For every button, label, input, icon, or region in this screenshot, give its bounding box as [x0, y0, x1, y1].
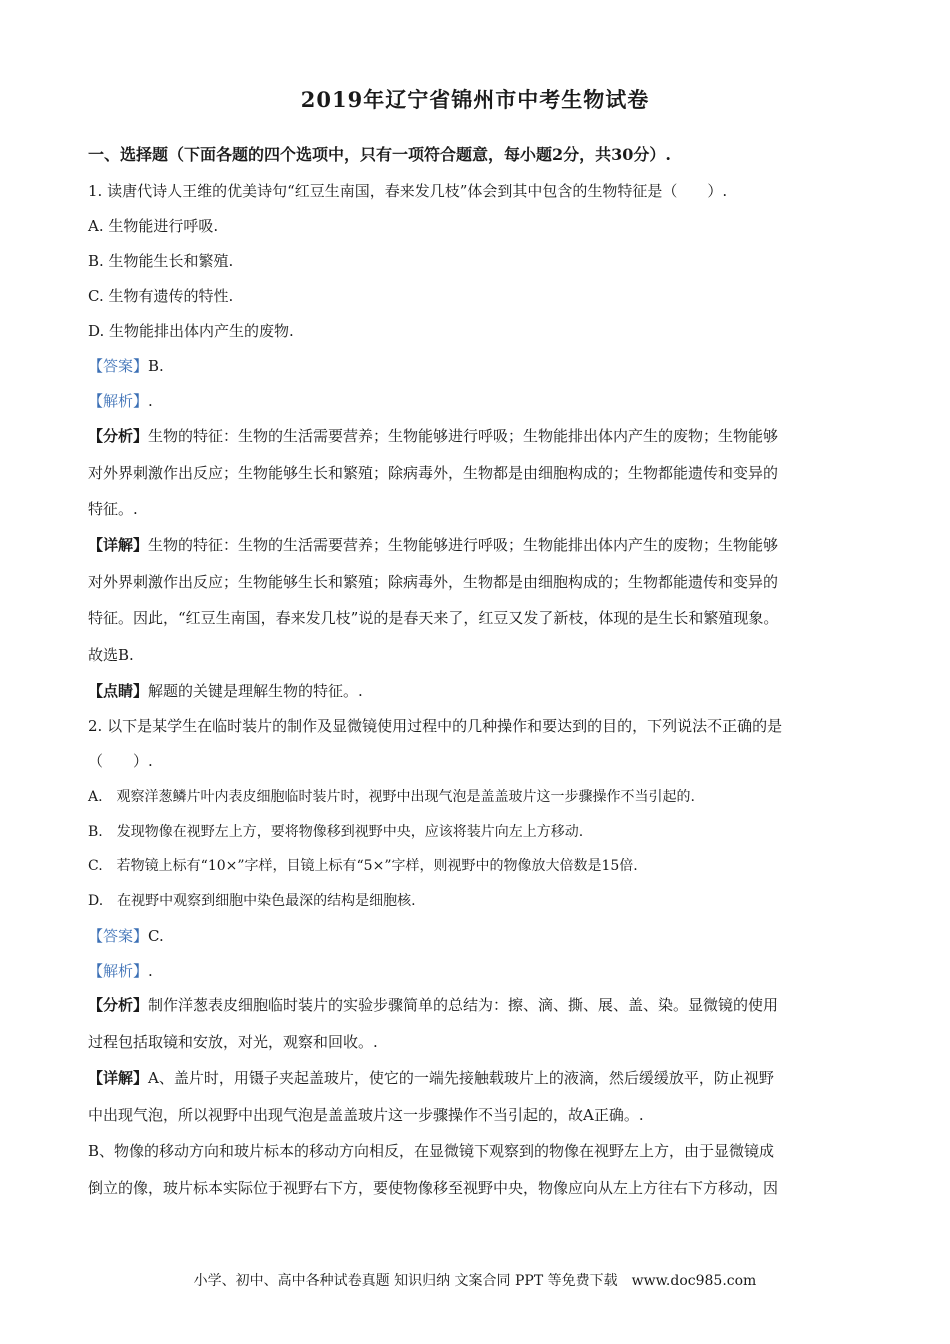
dianjing-tag: 【点睛】	[88, 682, 149, 700]
q2-analysis-heading	[88, 960, 153, 981]
q2-xiangjie-line-2: 中出现气泡，所以视野中出现气泡是盖盖玻片这一步骤操作不当引起的，故A正确。.	[88, 1106, 644, 1124]
q1-option-a: A. 生物能进行呼吸.	[88, 217, 219, 235]
q1-option-b: B. 生物能生长和繁殖.	[88, 252, 234, 270]
answer-tag: 【答案】	[88, 927, 149, 945]
q1-xiangjie-line-2: 对外界刺激作出反应；生物能够生长和繁殖；除病毒外，生物都是由细胞构成的；生物都能遗传和变异的	[88, 573, 779, 591]
q1-xiangjie-line-4: 故选B.	[88, 646, 134, 664]
q1-fenxi-line-3: 特征。.	[88, 500, 138, 518]
q1-answer	[88, 355, 164, 376]
question-1-stem: 1. 读唐代诗人王维的优美诗句“红豆生南国，春来发几枝”体会到其中包含的生物特征是（ ）.	[88, 182, 728, 200]
answer-value: B.	[148, 357, 164, 375]
fenxi-tag: 【分析】	[88, 427, 149, 445]
xiangjie-tag: 【详解】	[88, 536, 149, 554]
answer-value: C.	[148, 927, 164, 945]
xiangjie-text: A、盖片时，用镊子夹起盖玻片，使它的一端先接触载玻片上的液滴，然后缓缓放平，防止视野	[148, 1069, 774, 1087]
analysis-value: .	[148, 392, 153, 410]
fenxi-tag: 【分析】	[88, 996, 149, 1014]
question-2-stem-line-2: （ ）.	[88, 752, 153, 770]
q2-xiangjie-line-3: B、物像的移动方向和玻片标本的移动方向相反，在显微镜下观察到的物像在视野左上方，由于显微镜成	[88, 1142, 775, 1160]
q1-dianjing	[88, 680, 363, 701]
page-footer: 小学、初中、高中各种试卷真题 知识归纳 文案合同 PPT 等免费下载 www.doc985.com	[193, 1273, 757, 1289]
answer-tag: 【答案】	[88, 357, 149, 375]
q2-xiangjie-line-4: 倒立的像，玻片标本实际位于视野右下方，要使物像移至视野中央，物像应向从左上方往右下方移动，因	[88, 1179, 779, 1197]
q1-fenxi-line-2: 对外界刺激作出反应；生物能够生长和繁殖；除病毒外，生物都是由细胞构成的；生物都能遗传和变异的	[88, 464, 779, 482]
q2-option-c: C. 若物镜上标有“10×”字样，目镜上标有“5×”字样，则视野中的物像放大倍数是15倍.	[88, 858, 638, 874]
q1-option-c: C. 生物有遗传的特性.	[88, 287, 234, 305]
q1-xiangjie-line-3: 特征。因此，“红豆生南国，春来发几枝”说的是春天来了，红豆又发了新枝，体现的是生长和繁殖现象。	[88, 609, 779, 627]
q2-option-a: A. 观察洋葱鳞片叶内表皮细胞临时装片时，视野中出现气泡是盖盖玻片这一步骤操作不当引起的.	[88, 789, 696, 805]
section-heading: 一、选择题（下面各题的四个选项中，只有一项符合题意，每小题2分，共30分）.	[88, 145, 671, 164]
analysis-tag: 【解析】	[88, 962, 149, 980]
q2-fenxi-line-1	[88, 994, 778, 1015]
dianjing-text: 解题的关键是理解生物的特征。.	[148, 682, 363, 700]
analysis-value: .	[148, 962, 153, 980]
q2-fenxi-line-2: 过程包括取镜和安放，对光，观察和回收。.	[88, 1033, 378, 1051]
page-title: 2019年辽宁省锦州市中考生物试卷	[300, 87, 650, 112]
question-2-stem-line-1: 2. 以下是某学生在临时装片的制作及显微镜使用过程中的几种操作和要达到的目的，下列说法不正确的是	[88, 717, 783, 735]
q1-analysis-heading	[88, 390, 153, 411]
q1-fenxi-line-1	[88, 425, 778, 446]
q2-answer	[88, 925, 164, 946]
fenxi-text: 生物的特征：生物的生活需要营养；生物能够进行呼吸；生物能排出体内产生的废物；生物能够	[148, 427, 779, 445]
q2-option-b: B. 发现物像在视野左上方，要将物像移到视野中央，应该将装片向左上方移动.	[88, 824, 584, 840]
q2-option-d: D. 在视野中观察到细胞中染色最深的结构是细胞核.	[88, 893, 416, 909]
fenxi-text: 制作洋葱表皮细胞临时装片的实验步骤简单的总结为：擦、滴、撕、展、盖、染。显微镜的使用	[148, 996, 779, 1014]
analysis-tag: 【解析】	[88, 392, 149, 410]
q1-xiangjie-line-1	[88, 534, 778, 555]
q2-xiangjie-line-1	[88, 1067, 774, 1088]
q1-option-d: D. 生物能排出体内产生的废物.	[88, 322, 294, 340]
xiangjie-text: 生物的特征：生物的生活需要营养；生物能够进行呼吸；生物能排出体内产生的废物；生物能够	[148, 536, 779, 554]
xiangjie-tag: 【详解】	[88, 1069, 149, 1087]
